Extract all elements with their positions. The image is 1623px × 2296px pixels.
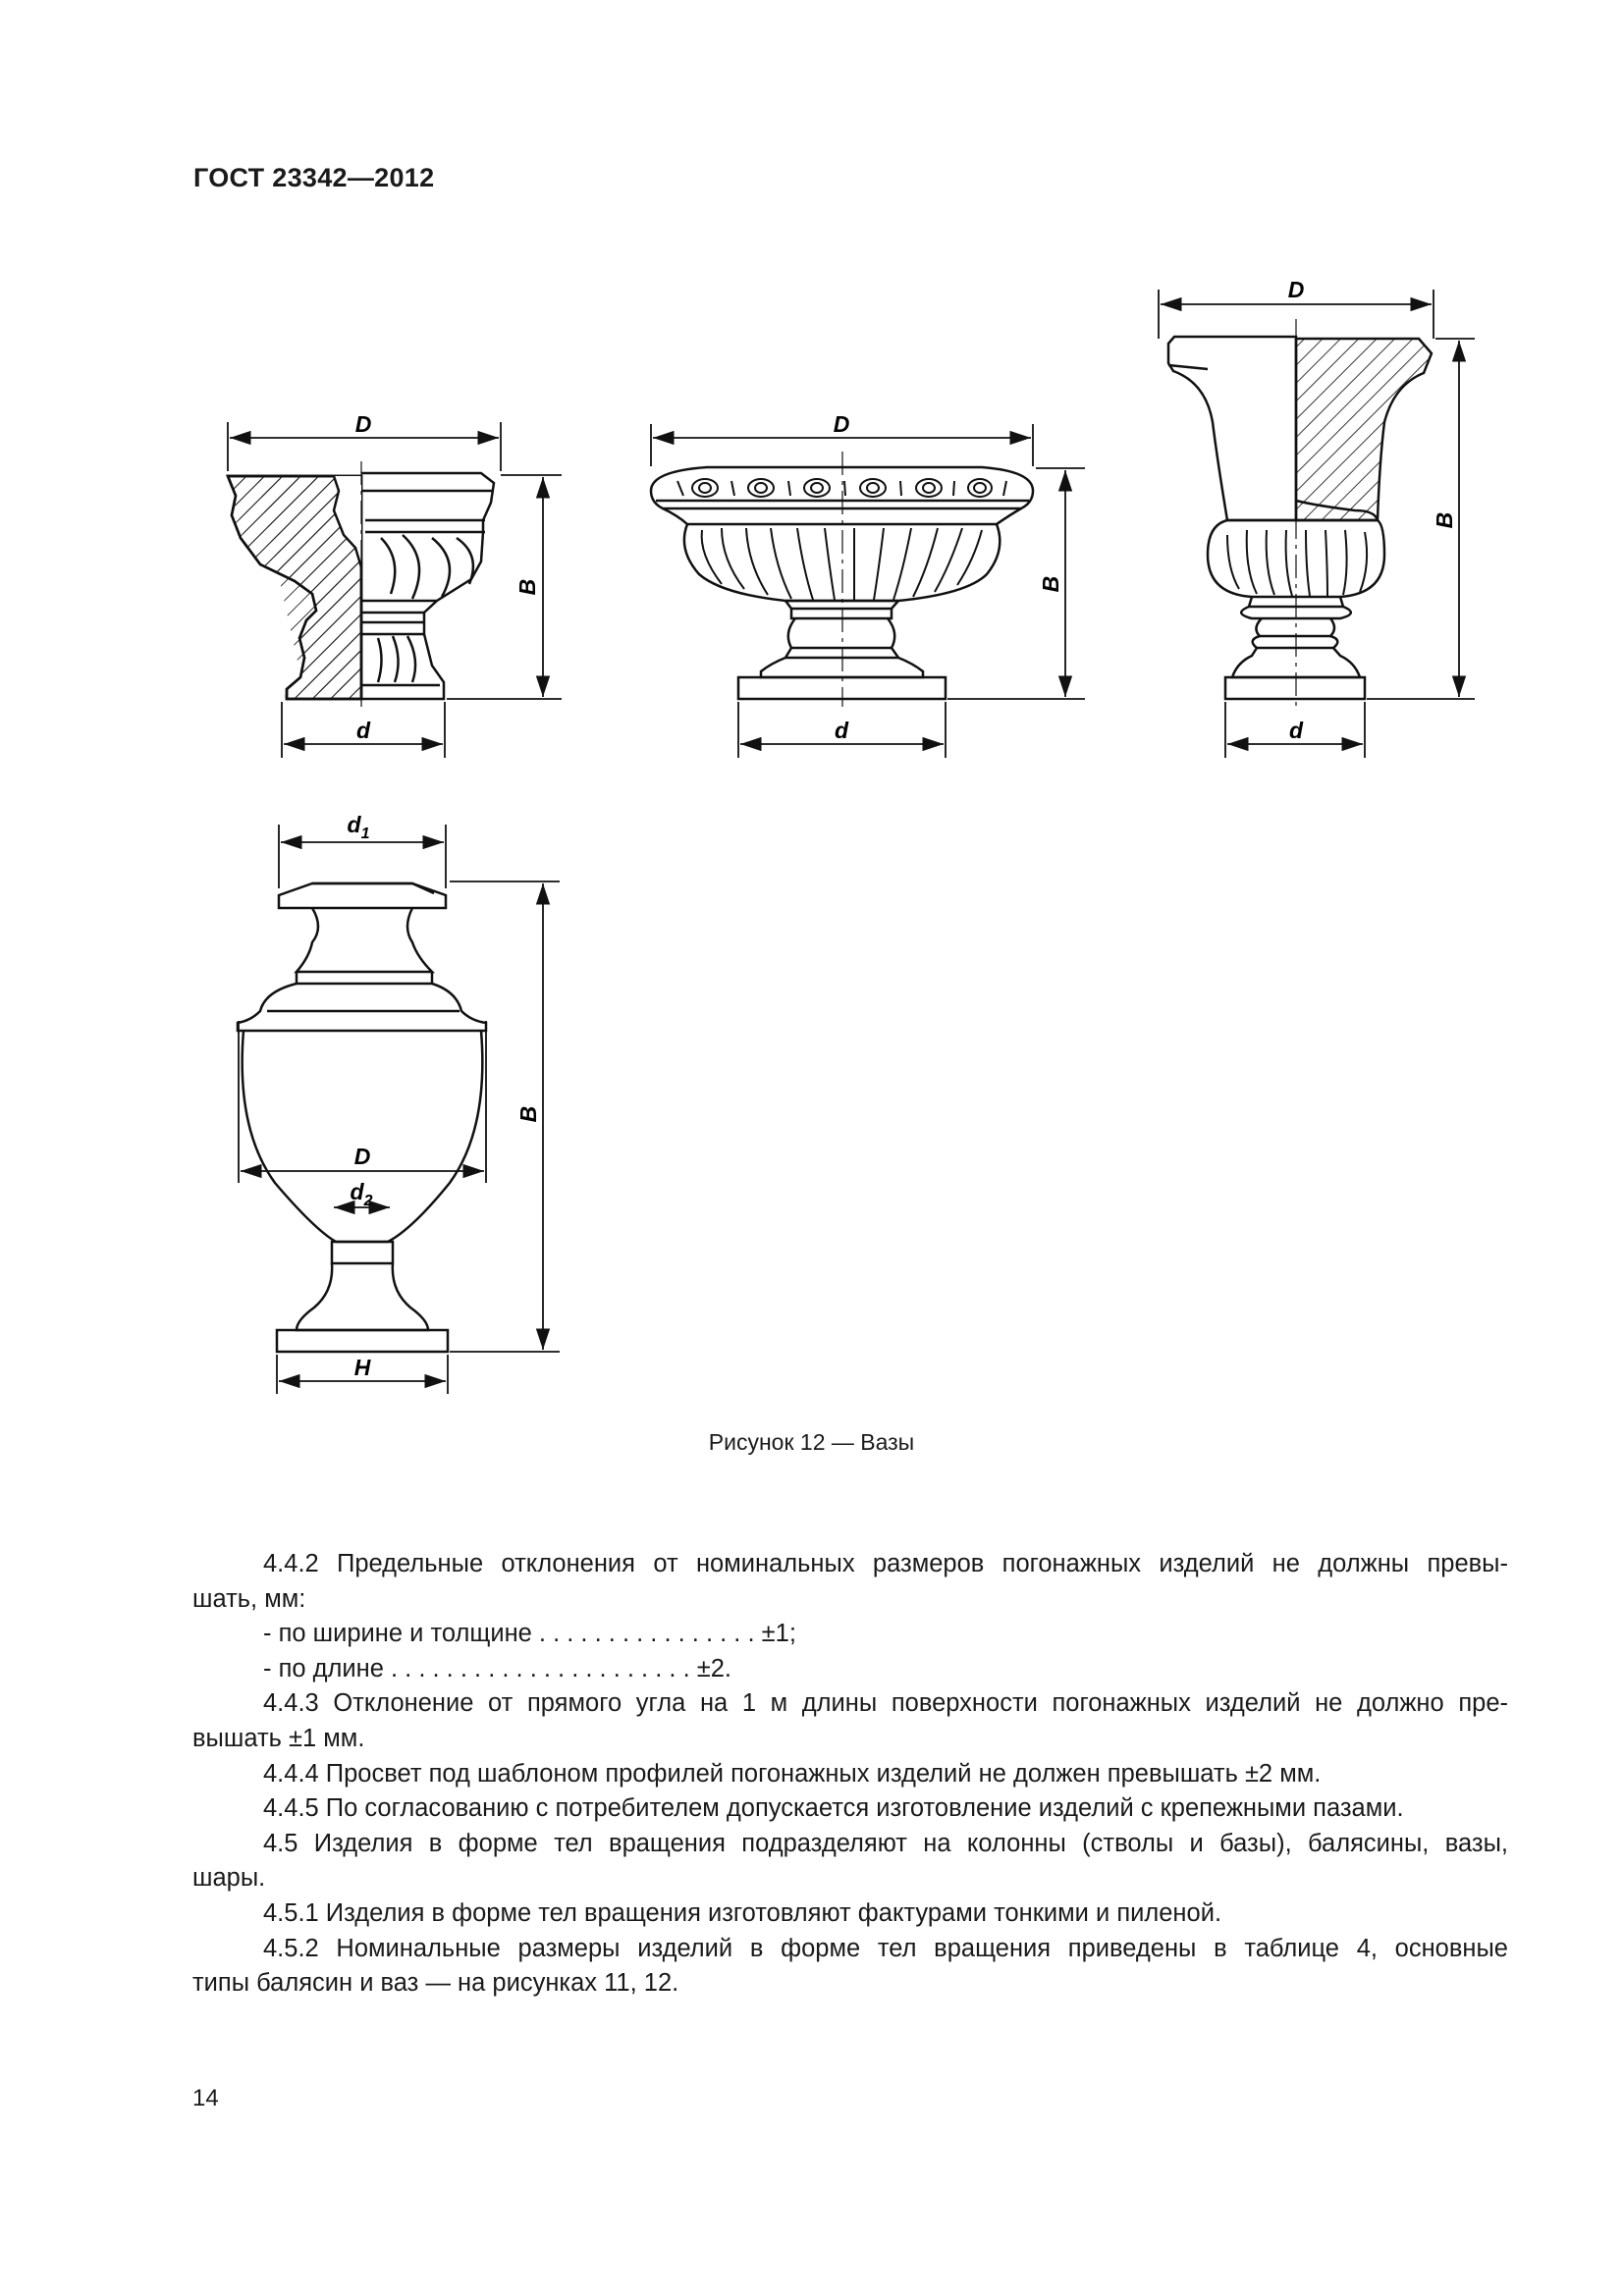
vase-4-dimensions	[239, 825, 560, 1394]
vase-4-label-D: D	[353, 1144, 371, 1169]
paragraph-4-5-2-line1: 4.5.2 Номинальные размеры изделий в форме тел вращения приведены в таблице 4, основные	[263, 1934, 1508, 1962]
vase-1-label-B: B	[514, 578, 540, 596]
vase-2-label-B: B	[1038, 575, 1063, 593]
paragraph-4-5-line2: шары.	[192, 1864, 266, 1893]
paragraph-4-4-2-line2: шать, мм:	[192, 1584, 306, 1613]
vase-1-label-D: D	[354, 411, 372, 437]
paragraph-4-5-1: 4.5.1 Изделия в форме тел вращения изготовляют фактурами тонкими и пиленой.	[263, 1898, 1222, 1927]
vase-3-drawing	[1168, 337, 1432, 699]
paragraph-4-4-4: 4.4.4 Просвет под шаблоном профилей погонажных изделий не должен превышать ±2 мм.	[263, 1759, 1322, 1788]
list-item-width-thickness: - по ширине и толщине . . . . . . . . . . . . . . . . ±1;	[263, 1620, 796, 1648]
vase-4-drawing	[238, 883, 486, 1352]
vase-4-label-B: B	[515, 1105, 541, 1123]
paragraph-4-5-line1: 4.5 Изделия в форме тел вращения подразделяют на колонны (стволы и базы), балясины, вазы,	[263, 1829, 1508, 1857]
page-number: 14	[192, 2085, 219, 2111]
document-header: ГОСТ 23342—2012	[193, 163, 435, 192]
vase-4-label-d1: $d_1$	[347, 812, 370, 842]
paragraph-4-4-2-line1: 4.4.2 Предельные отклонения от номинальных размеров погонажных изделий не должны превы-	[263, 1550, 1508, 1577]
vase-2-label-D: D	[833, 411, 850, 437]
vase-3-label-D: D	[1287, 277, 1305, 302]
paragraph-4-4-3-line2: вышать ±1 мм.	[192, 1724, 365, 1752]
vase-2-label-d: d	[834, 718, 849, 743]
paragraph-4-4-3-line1: 4.4.3 Отклонение от прямого угла на 1 м длины поверхности погонажных изделий не должно пре-	[263, 1689, 1508, 1718]
figure-caption: Рисунок 12 — Вазы	[708, 1429, 915, 1455]
vase-3-label-d: d	[1288, 718, 1304, 743]
vase-4-label-H: H	[353, 1355, 371, 1380]
vase-4-label-d2: $d_2$	[350, 1179, 373, 1209]
paragraph-4-4-5: 4.4.5 По согласованию с потребителем допускается изготовление изделий с крепежными пазами.	[263, 1794, 1404, 1823]
list-item-length: - по длине . . . . . . . . . . . . . . . . . . . . . . ±2.	[263, 1654, 731, 1682]
paragraph-4-5-2-line2: типы балясин и ваз — на рисунках 11, 12.	[192, 1969, 679, 1998]
vase-3-label-B: B	[1432, 511, 1457, 529]
body-text	[192, 1547, 1508, 2002]
vase-1-label-d: d	[355, 718, 371, 743]
